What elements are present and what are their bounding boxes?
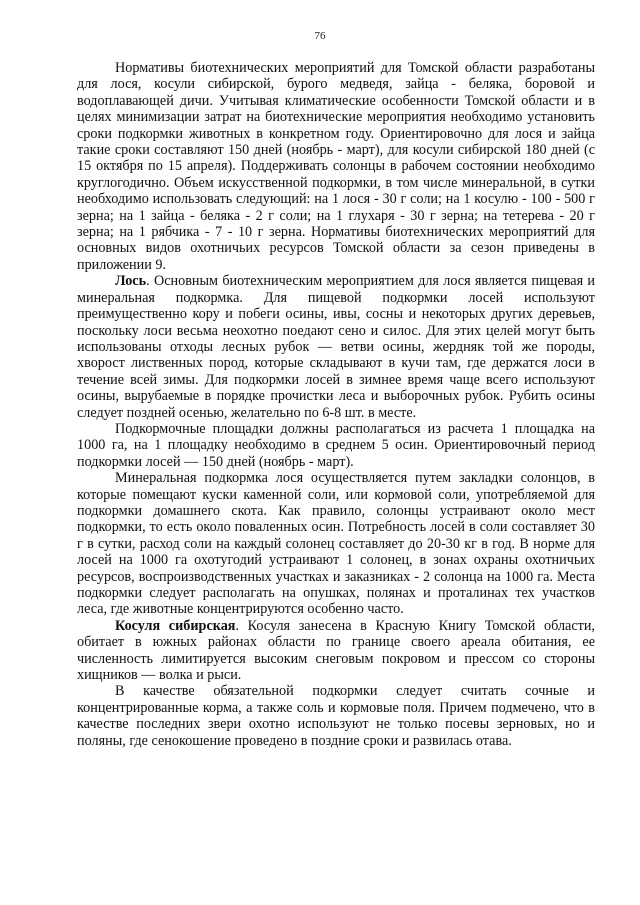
paragraph-text: Минеральная подкормка лося осуществляется путем закладки солонцов, в которые помещают куски каменной соли, или кормовой соли, употребляемой для подкормки домашнего скота. Как правило, солонцы устраивают около мест подкормки, то есть около поваленных осин. Потребность лосей в соли составляет 30 г в сутки, расход соли на каждый солонец составляет до 20-30 кг в год. В норме для лосей на 1000 га охотугодий устраивают 1 солонец, в зонах охраны охотничьих ресурсов, воспроизводственных участках и заказниках - 2 солонца на 1000 га. Места подкормки следует располагать на опушках, полянах и проталинах тех участков леса, где животные концентрируются особенно часто.: [77, 470, 595, 618]
paragraph-feeding-areas: [77, 421, 595, 470]
paragraph-mandatory-feeding: [77, 683, 595, 749]
paragraph-roe-deer: [77, 618, 595, 684]
paragraph-text: Подкормочные площадки должны располагаться из расчета 1 площадка на 1000 га, на 1 площадку необходимо в среднем 5 осин. Ориентировочный период подкормки лосей — 150 дней (ноябрь - март).: [77, 420, 595, 470]
paragraph-mineral-feeding: [77, 470, 595, 618]
paragraph-text: Нормативы биотехнических мероприятий для Томской области разработаны для лося, косули сибирской, бурого медведя, зайца - беляка, боровой и водоплавающей дичи. Учитывая климатические особенности Томской области и в целях минимизации затрат на биотехнические мероприятия необходимо установить сроки подкормки животных в конкретном году. Ориентировочно для лося и зайца такие сроки составляют 150 дней (ноябрь - март), для косули сибирской 180 дней (с 15 октября по 15 апреля). Поддерживать солонцы в рабочем состоянии необходимо круглогодично. Объем искусственной подкормки, в том числе минеральной, в сутки необходимо использовать следующий: на 1 лося - 30 г соли; на 1 косулю - 100 - 500 г зерна; на 1 зайца - беляка - 2 г соли; на 1 глухаря - 30 г зерна; на тетерева - 20 г зерна; на 1 рябчика - 7 - 10 г зерна. Нормативы биотехнических мероприятий для основных видов охотничьих ресурсов Томской области за сезон приведены в приложении 9.: [77, 60, 595, 273]
page-number: 76: [314, 30, 326, 42]
paragraph-text: . Косуля занесена в Красную Книгу Томской области, обитает в южных районах области по границе своего ареала обитания, ее численность лимитируется высоким снеговым покровом и прессом со стороны хищников — волка и рыси.: [77, 617, 595, 684]
paragraph-text: . Основным биотехническим мероприятием для лося является пищевая и минеральная подкормка. Для пищевой подкормки лосей используют преимущественно кору и побеги осины, ивы, сосны и некоторых других деревьев, поскольку лоси весьма неохотно поедают сено и силос. Для этих целей могут быть использованы отходы лесных рубок — ветви осины, жердняк той же породы, хворост лиственных пород, которые складывают в кучи там, где держатся лоси в течение всей зимы. Для подкормки лосей в зимнее время чаще всего используют осины, вырубаемые в порядке прочистки леса и выборочных рубок. Рубить осины следует поздней осенью, желательно по 6-8 шт. в месте.: [77, 273, 595, 421]
paragraph-text: В качестве обязательной подкормки следует считать сочные и концентрированные корма, а также соль и кормовые поля. Причем подмечено, что в качестве последних звери охотно используют не только посевы зерновых, но и поляны, где сенокошение проведено в поздние сроки и развилась отава.: [77, 683, 595, 749]
paragraph-moose: [77, 273, 595, 421]
paragraph-biotech-norms: [77, 60, 595, 273]
paragraph-heading-roe-deer: Косуля сибирская: [115, 617, 236, 634]
paragraph-heading-moose: Лось: [115, 273, 147, 290]
page-body: [77, 60, 595, 749]
